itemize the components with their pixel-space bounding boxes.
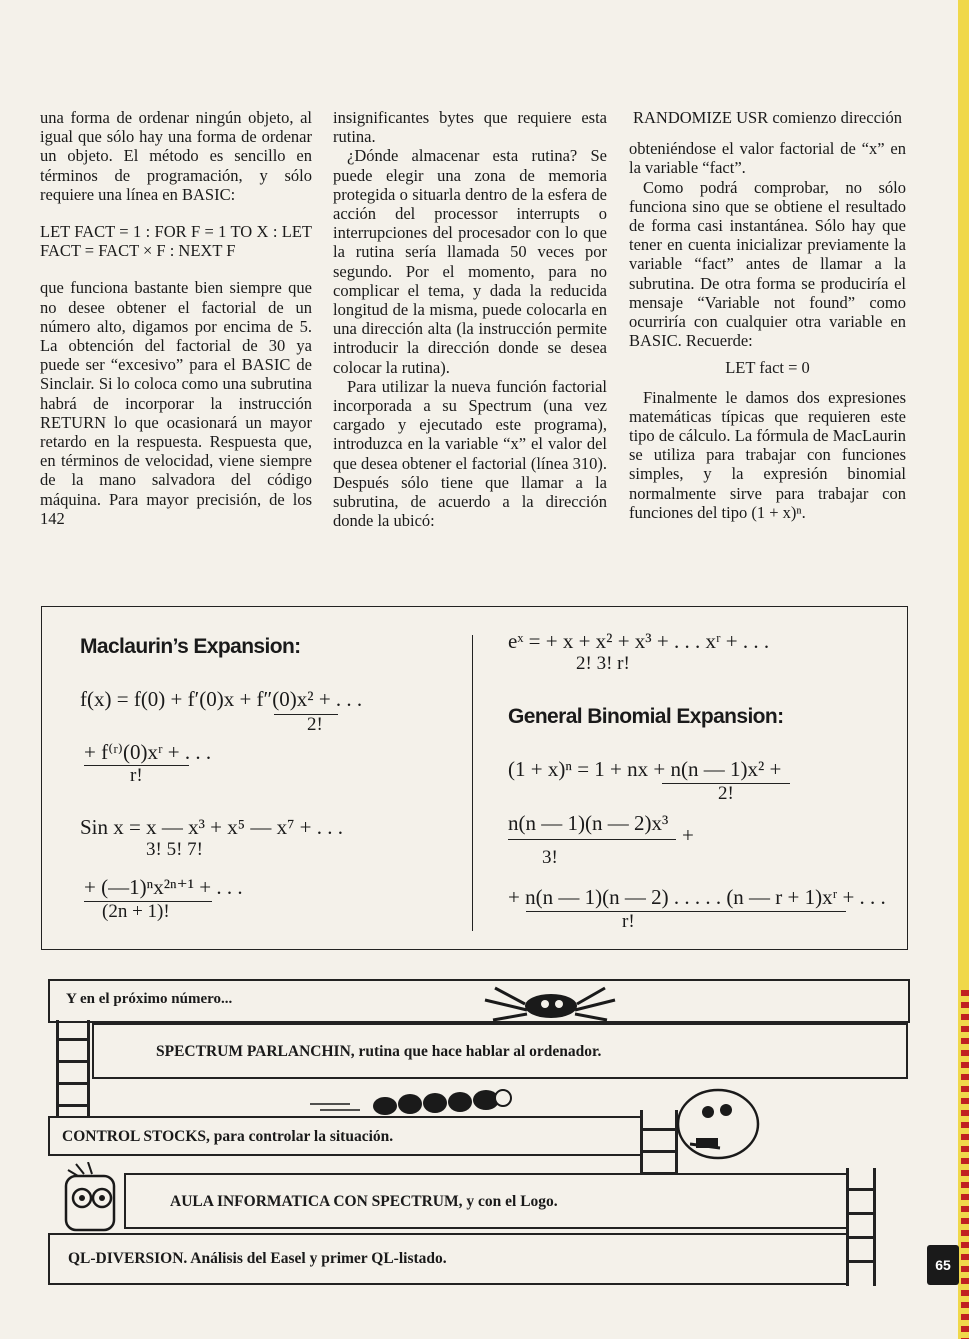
page-number: 65 <box>927 1245 959 1285</box>
fraction-bar <box>508 839 676 840</box>
text-column-3 <box>629 108 906 522</box>
page-edge-marks <box>961 990 969 1339</box>
next-issue-item <box>48 1233 848 1285</box>
paragraph: Para utilizar la nueva función factorial incorporada a su Spectrum (una vez cargado y ejecutado este programa), introduzca en la variable “x” el valor del que desea obtener el factorial (línea 310). Después sólo tiene que llamar a la subrutina, de acuerdo a la dirección donde la ubicó: <box>333 376 607 531</box>
formula-line: + f⁽ʳ⁾(0)xʳ + . . . <box>84 740 212 764</box>
paragraph: obteniéndose el valor factorial de “x” en la variable “fact”. <box>629 139 906 178</box>
paragraph: insignificantes bytes que requiere esta rutina. <box>333 108 607 147</box>
formula-line: f(x) = f(0) + f′(0)x + f″(0)x² + . . . <box>80 687 363 711</box>
cartoon-face-icon <box>58 1162 128 1234</box>
fraction-bar <box>274 714 338 715</box>
formula-denominator: 3! <box>542 847 558 868</box>
formula-denominator: (2n + 1)! <box>102 901 170 922</box>
divider <box>472 635 473 931</box>
basic-code-line: LET FACT = 1 : FOR F = 1 TO X : LET FACT = FACT × F : NEXT F <box>40 222 312 261</box>
next-issue-item-label: QL-DIVERSION. Análisis del Easel y primer QL-listado. <box>68 1250 447 1267</box>
next-issue-item-label: SPECTRUM PARLANCHIN, rutina que hace hablar al ordenador. <box>156 1043 602 1060</box>
next-issue-item <box>48 1116 642 1156</box>
formula-denominator: 3! 5! 7! <box>146 839 203 860</box>
caterpillar-icon <box>310 1088 520 1118</box>
formula-denominator: 2! <box>718 783 734 804</box>
formula-line: + n(n — 1)(n — 2) . . . . . (n — r + 1)xʳ + . . . <box>508 885 886 909</box>
next-issue-item-label: CONTROL STOCKS, para controlar la situación. <box>62 1128 394 1145</box>
formula-line: (1 + x)ⁿ = 1 + nx + n(n — 1)x² + <box>508 757 782 781</box>
formula-denominator: r! <box>622 911 635 932</box>
maclaurin-title: Maclaurin’s Expansion: <box>80 635 301 658</box>
paragraph: Como podrá comprobar, no sólo funciona sino que se obtiene el resultado de forma casi instantánea. Sólo hay que tener en cuenta inicializar previamente la variable “fact” antes de llamar a la subrutina. De otra forma se produciría el mensaje “Variable not found” como ocurriría con cualquier otra variable en BASIC. Recuerde: <box>629 177 906 351</box>
cartoon-character-icon <box>660 1084 770 1174</box>
formula-line: n(n — 1)(n — 2)x³ <box>508 811 669 835</box>
text-column-1 <box>40 108 312 528</box>
formula-line: Sin x = x — x³ + x⁵ — x⁷ + . . . <box>80 815 343 839</box>
paragraph: que funciona bastante bien siempre que no desee obtener el factorial de un número alto, digamos por encima de 5. La obtención del factorial de 30 ya puede ser “excesivo” para el BASIC de Sinclair. Si lo coloca como una subrutina habrá de incorporar la instrucción RETURN lo que ocasionará un mayor retardo en la respuesta. Respuesta que, en términos de velocidad, viene siempre de la mano salvadora del código máquina. Para mayor precisión, de los 142 <box>40 278 312 528</box>
next-issue-item <box>92 1023 908 1079</box>
next-issue-heading: Y en el próximo número... <box>66 991 233 1007</box>
fraction-bar <box>526 911 846 912</box>
paragraph: ¿Dónde almacenar esta rutina? Se puede elegir una zona de memoria protegida o situarla dentro de la esfera de acción del processor interrupts o interrupciones del procesador con lo que la rutina sería llamada 50 veces por segundo. Por el momento, para no complicar el tema, y dada la reducida longitud de la misma, puede colocarla en una dirección alta (la instrucción permite introducir la dirección donde se desea colocar la rutina). <box>333 146 607 377</box>
spider-icon <box>475 980 625 1026</box>
formula-denominator: 2! <box>307 714 323 735</box>
formula-plus: + <box>682 823 694 847</box>
formula-denominator: 2! 3! r! <box>576 653 630 674</box>
next-issue-item <box>124 1173 848 1229</box>
formula-line: eˣ = + x + x² + x³ + . . . xʳ + . . . <box>508 629 770 653</box>
next-issue-item-label: AULA INFORMATICA CON SPECTRUM, y con el Logo. <box>170 1193 558 1210</box>
binomial-title: General Binomial Expansion: <box>508 705 784 728</box>
basic-code-line: LET fact = 0 <box>725 358 810 378</box>
formula-box <box>41 606 908 950</box>
formula-denominator: r! <box>130 765 143 786</box>
paragraph: una forma de ordenar ningún objeto, al igual que sólo hay una forma de ordenar un objeto. El método es sencillo en términos de programación, y sólo requiere una línea en BASIC: <box>40 108 312 204</box>
ladder-icon <box>846 1168 876 1286</box>
text-column-2 <box>333 108 607 530</box>
basic-code-line: RANDOMIZE USR comienzo dirección <box>633 108 902 127</box>
paragraph: Finalmente le damos dos expresiones matemáticas típicas que requieren este tipo de cálculo. La fórmula de MacLaurin se utiliza para trabajar con funciones simples, y la expresión binomial normalmente sirve para trabajar con funciones del tipo (1 + x)ⁿ. <box>629 387 906 522</box>
formula-line: + (—1)ⁿx²ⁿ⁺¹ + . . . <box>84 875 243 899</box>
